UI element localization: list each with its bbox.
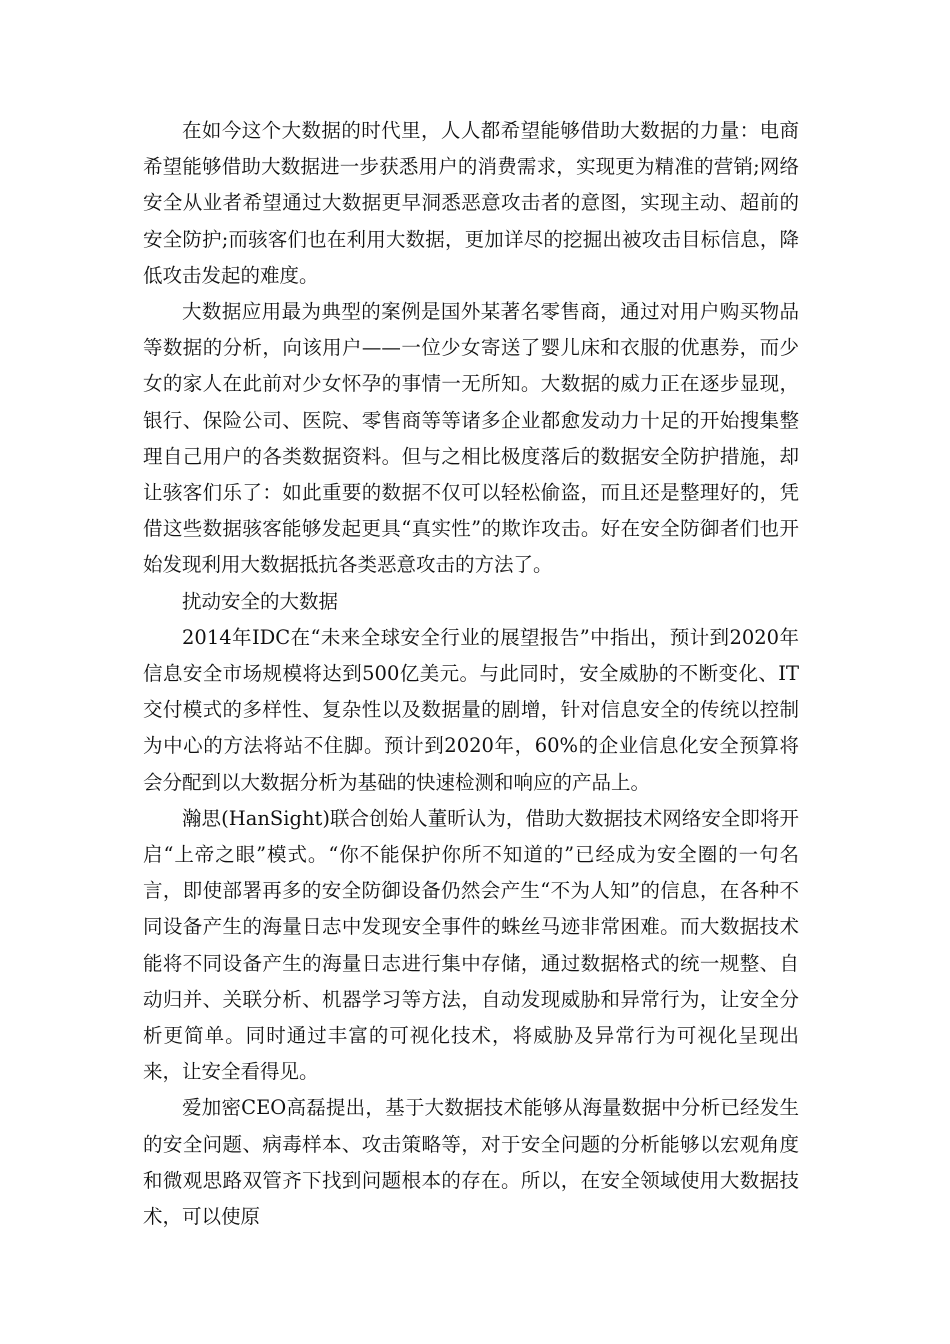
paragraph-intro: 在如今这个大数据的时代里，人人都希望能够借助大数据的力量：电商希望能够借助大数据进一步获悉用户的消费需求，实现更为精准的营销;网络安全从业者希望通过大数据更早洞悉恶意攻击者的意图，实现主动、超前的安全防护;而骇客们也在利用大数据，更加详尽的挖掘出被攻击目标信息，降低攻击发起的难度。 bbox=[143, 119, 799, 287]
paragraph-retail-case: 大数据应用最为典型的案例是国外某著名零售商，通过对用户购买物品等数据的分析，向该用户——一位少女寄送了婴儿床和衣服的优惠券，而少女的家人在此前对少女怀孕的事情一无所知。大数据的威力正在逐步显现，银行、保险公司、医院、零售商等等诸多企业都愈发动力十足的开始搜集整理自己用户的各类数据资料。但与之相比极度落后的数据安全防护措施，却让骇客们乐了：如此重要的数据不仅可以轻松偷盗，而且还是整理好的，凭借这些数据骇客能够发起更具“真实性”的欺诈攻击。好在安全防御者们也开始发现利用大数据抵抗各类恶意攻击的方法了。 bbox=[143, 300, 799, 577]
paragraph-ijiami: 爱加密CEO高磊提出，基于大数据技术能够从海量数据中分析已经发生的安全问题、病毒样本、攻击策略等，对于安全问题的分析能够以宏观角度和微观思路双管齐下找到问题根本的存在。所以，在安全领域使用大数据技术，可以使原 bbox=[143, 1096, 799, 1229]
section-heading: 扰动安全的大数据 bbox=[182, 589, 339, 613]
paragraph-hansight: 瀚思(HanSight)联合创始人董昕认为，借助大数据技术网络安全即将开启“上帝之眼”模式。“你不能保护你所不知道的”已经成为安全圈的一句名言，即使部署再多的安全防御设备仍然会产生“不为人知”的信息，在各种不同设备产生的海量日志中发现安全事件的蛛丝马迹非常困难。而大数据技术能将不同设备产生的海量日志进行集中存储，通过数据格式的统一规整、自动归并、关联分析、机器学习等方法，自动发现威胁和异常行为，让安全分析更简单。同时通过丰富的可视化技术，将威胁及异常行为可视化呈现出来，让安全看得见。 bbox=[143, 806, 799, 1084]
document-body bbox=[143, 113, 799, 1235]
paragraph-idc-report: 2014年IDC在“未来全球安全行业的展望报告”中指出，预计到2020年信息安全市场规模将达到500亿美元。与此同时，安全威胁的不断变化、IT交付模式的多样性、复杂性以及数据量的剧增，针对信息安全的传统以控制为中心的方法将站不住脚。预计到2020年，60%的企业信息化安全预算将会分配到以大数据分析为基础的快速检测和响应的产品上。 bbox=[143, 625, 799, 794]
